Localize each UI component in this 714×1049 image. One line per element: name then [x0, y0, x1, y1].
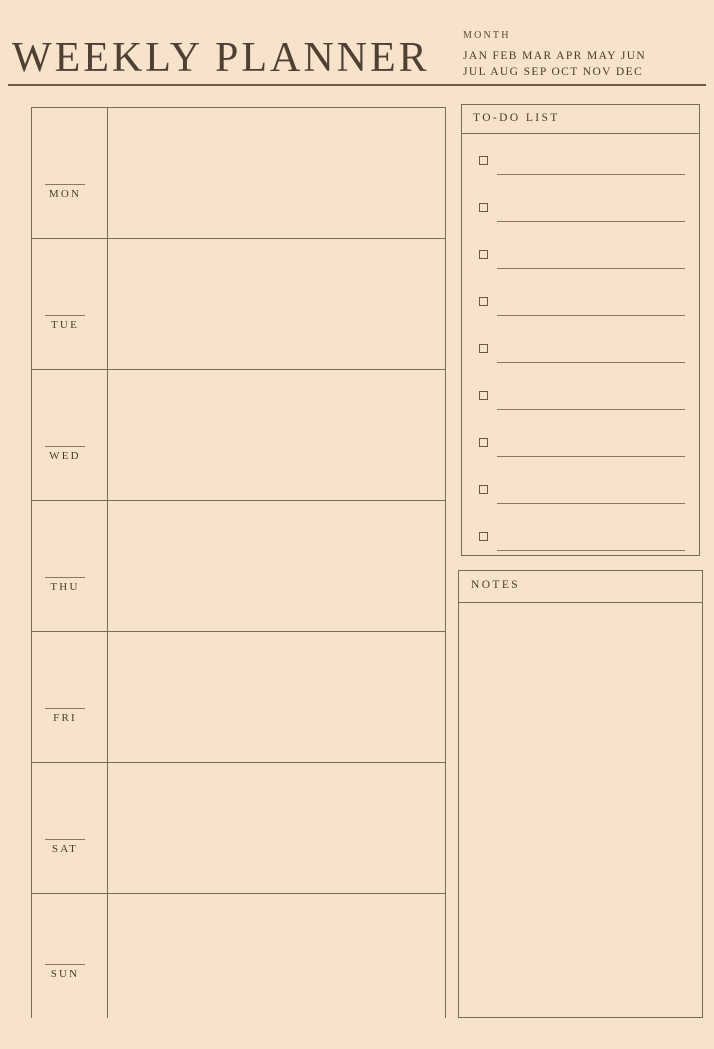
day-label-mon: MON: [45, 184, 85, 200]
list-item: [462, 291, 699, 338]
page-title: WEEKLY PLANNER: [12, 35, 430, 81]
header-divider: [8, 84, 706, 86]
day-label-sun: SUN: [45, 964, 85, 980]
table-row: [32, 763, 445, 894]
checkbox-icon[interactable]: [479, 250, 488, 259]
day-entry-thu[interactable]: [108, 501, 445, 631]
day-label-tue: TUE: [45, 315, 85, 331]
checkbox-icon[interactable]: [479, 156, 488, 165]
day-entry-wed[interactable]: [108, 370, 445, 500]
table-row: [32, 108, 445, 239]
day-label-cell-wed: [32, 370, 108, 500]
day-label-cell-mon: [32, 108, 108, 238]
checkbox-icon[interactable]: [479, 532, 488, 541]
day-label-cell-sun: [32, 894, 108, 1018]
checkbox-icon[interactable]: [479, 391, 488, 400]
checkbox-icon[interactable]: [479, 485, 488, 494]
day-label-cell-tue: [32, 239, 108, 369]
todo-write-line[interactable]: [497, 456, 685, 457]
month-selector: [463, 30, 703, 80]
table-row: [32, 632, 445, 763]
todo-write-line[interactable]: [497, 315, 685, 316]
month-options-row-1[interactable]: JAN FEB MAR APR MAY JUN: [463, 50, 647, 62]
list-item: [462, 526, 699, 573]
table-row: [32, 370, 445, 501]
day-label-sat: SAT: [45, 839, 85, 855]
notes-panel: [458, 570, 703, 1018]
day-label-wed: WED: [45, 446, 85, 462]
day-entry-tue[interactable]: [108, 239, 445, 369]
todo-write-line[interactable]: [497, 362, 685, 363]
notes-header: [459, 571, 702, 603]
month-label: MONTH: [463, 30, 511, 41]
list-item: [462, 479, 699, 526]
todo-write-line[interactable]: [497, 409, 685, 410]
list-item: [462, 432, 699, 479]
todo-header: [462, 105, 699, 134]
todo-write-line[interactable]: [497, 174, 685, 175]
checkbox-icon[interactable]: [479, 438, 488, 447]
notes-write-area[interactable]: [459, 603, 702, 1049]
day-entry-sun[interactable]: [108, 894, 445, 1018]
table-row: [32, 894, 445, 1018]
todo-title: TO-DO LIST: [473, 112, 560, 124]
day-entry-fri[interactable]: [108, 632, 445, 762]
day-entry-sat[interactable]: [108, 763, 445, 893]
todo-write-line[interactable]: [497, 503, 685, 504]
weekday-table: [31, 107, 446, 1018]
day-entry-mon[interactable]: [108, 108, 445, 238]
todo-write-line[interactable]: [497, 550, 685, 551]
day-label-thu: THU: [45, 577, 85, 593]
table-row: [32, 239, 445, 370]
table-row: [32, 501, 445, 632]
day-label-cell-fri: [32, 632, 108, 762]
checkbox-icon[interactable]: [479, 203, 488, 212]
todo-items: [462, 134, 699, 573]
month-options-row-2[interactable]: JUL AUG SEP OCT NOV DEC: [463, 66, 644, 78]
list-item: [462, 338, 699, 385]
day-label-cell-sat: [32, 763, 108, 893]
list-item: [462, 385, 699, 432]
list-item: [462, 244, 699, 291]
todo-write-line[interactable]: [497, 221, 685, 222]
todo-write-line[interactable]: [497, 268, 685, 269]
todo-list-panel: [461, 104, 700, 556]
checkbox-icon[interactable]: [479, 297, 488, 306]
checkbox-icon[interactable]: [479, 344, 488, 353]
day-label-fri: FRI: [45, 708, 85, 724]
day-label-cell-thu: [32, 501, 108, 631]
notes-title: NOTES: [471, 579, 521, 591]
page-header: [0, 18, 714, 86]
list-item: [462, 197, 699, 244]
list-item: [462, 150, 699, 197]
